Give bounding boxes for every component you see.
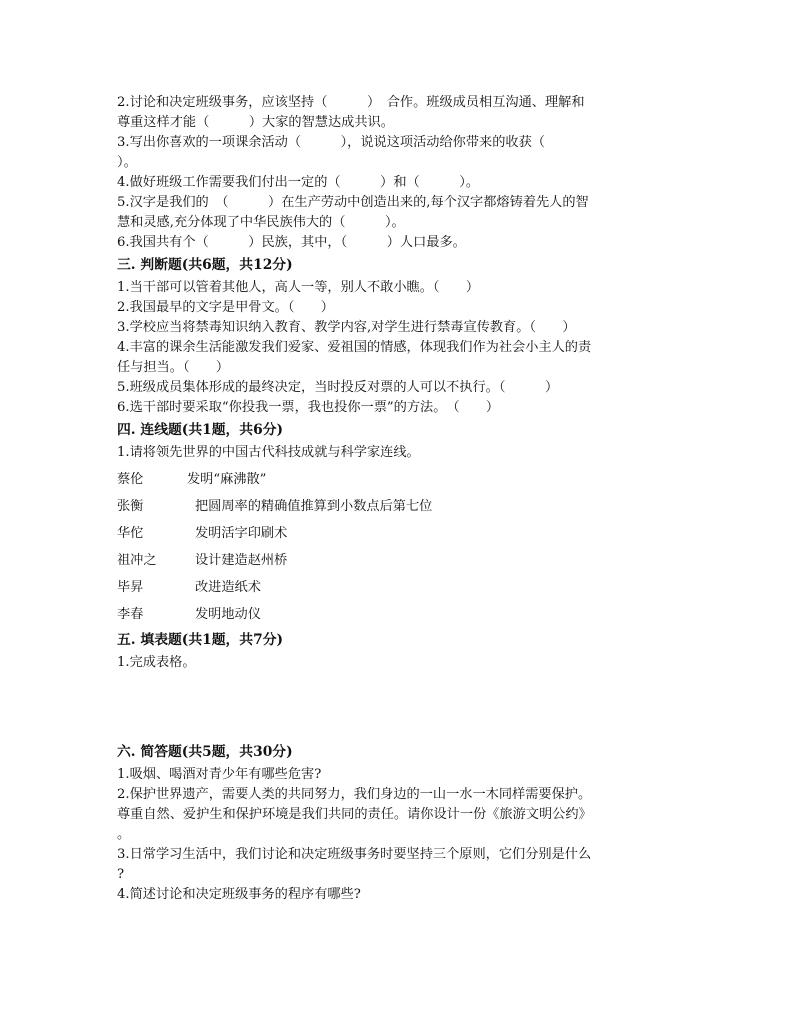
section-5-title: 五. 填表题(共1题，共7分) — [117, 632, 284, 648]
short-answer-3-line-1: 3.日常学习生活中，我们讨论和决定班级事务时要坚持三个原则，它们分别是什么 — [117, 847, 592, 862]
short-answer-1: 1.吸烟、喝酒对青少年有哪些危害? — [117, 767, 322, 782]
short-answer-2-line-3: 。 — [117, 827, 131, 842]
table-area — [117, 673, 683, 740]
achievement: 设计建造赵州桥 — [195, 552, 288, 568]
achievement: 改进造纸术 — [195, 579, 261, 595]
fill-in-continued — [117, 93, 683, 253]
question-5-line-1: 5.汉字是我们的 （ ）在生产劳动中创造出来的,每个汉字都熔铸着先人的智 — [117, 195, 589, 210]
scientist-name: 华佗 — [117, 525, 144, 541]
tf-item-5: 5.班级成员集体形成的最终决定，当时投反对票的人可以不执行。（ ） — [117, 380, 559, 395]
tf-item-3: 3.学校应当将禁毒知识纳入教育、教学内容,对学生进行禁毒宣传教育。（ ） — [117, 320, 576, 335]
scientist-name: 祖冲之 — [117, 552, 157, 568]
exam-page — [117, 93, 683, 905]
scientist-name: 张衡 — [117, 498, 144, 514]
short-answer-3-line-2: ? — [117, 867, 125, 882]
achievement: 发明活字印刷术 — [195, 525, 288, 541]
short-answer-list — [117, 765, 683, 905]
table-prompt: 1.完成表格。 — [117, 655, 196, 670]
section-6-title: 六. 简答题(共5题，共30分) — [117, 744, 293, 760]
scientist-name: 李春 — [117, 606, 144, 622]
achievement: 发明地动仪 — [195, 606, 261, 622]
tf-item-2: 2.我国最早的文字是甲骨文。（ ） — [117, 300, 334, 315]
section-3-title: 三. 判断题(共6题，共12分) — [117, 257, 293, 273]
tf-item-4-line-1: 4.丰富的课余生活能激发我们爱家、爱祖国的情感，体现我们作为社会小主人的责 — [117, 340, 592, 355]
achievement: 发明“麻沸散” — [187, 471, 267, 487]
matching-row — [117, 601, 683, 628]
question-5-line-2: 慧和灵感,充分体现了中华民族伟大的（ ）。 — [117, 215, 405, 230]
question-6: 6.我国共有个（ ）民族，其中，（ ）人口最多。 — [117, 235, 466, 250]
tf-item-4-line-2: 任与担当。（ ） — [117, 360, 230, 375]
achievement: 把圆周率的精确值推算到小数点后第七位 — [195, 498, 433, 514]
tf-item-1: 1.当干部可以管着其他人，高人一等，别人不敢小瞧。（ ） — [117, 280, 480, 295]
scientist-name: 蔡伦 — [117, 471, 144, 487]
matching-prompt: 1.请将领先世界的中国古代科技成就与科学家连线。 — [117, 445, 420, 460]
question-2-line-2: 尊重这样才能（ ）大家的智慧达成共识。 — [117, 115, 394, 130]
question-3-line-1: 3.写出你喜欢的一项课余活动（ ），说说这项活动给你带来的收获（ — [117, 135, 545, 150]
short-answer-2-line-1: 2.保护世界遗产，需要人类的共同努力，我们身边的一山一水一木同样需要保护。 — [117, 787, 592, 802]
scientist-name: 毕昇 — [117, 579, 144, 595]
question-4: 4.做好班级工作需要我们付出一定的（ ）和（ ）。 — [117, 175, 480, 190]
matching-row — [117, 493, 683, 520]
short-answer-2-line-2: 尊重自然、爱护生和保护环境是我们共同的责任。请你设计一份《旅游文明公约》 — [117, 807, 592, 822]
short-answer-4: 4.简述讨论和决定班级事务的程序有哪些? — [117, 887, 361, 902]
matching-list — [117, 466, 683, 628]
question-3-line-2: ）。 — [117, 155, 137, 170]
matching-row — [117, 547, 683, 574]
matching-row — [117, 574, 683, 601]
section-4-title: 四. 连线题(共1题，共6分) — [117, 422, 284, 438]
question-2-line-1: 2.讨论和决定班级事务，应该坚持（ ） 合作。班级成员相互沟通、理解和 — [117, 95, 585, 110]
true-false-list — [117, 278, 683, 418]
tf-item-6: 6.选干部时要采取“你投我一票，我也投你一票”的方法。 （ ） — [117, 400, 500, 415]
matching-row — [117, 466, 683, 493]
matching-row — [117, 520, 683, 547]
